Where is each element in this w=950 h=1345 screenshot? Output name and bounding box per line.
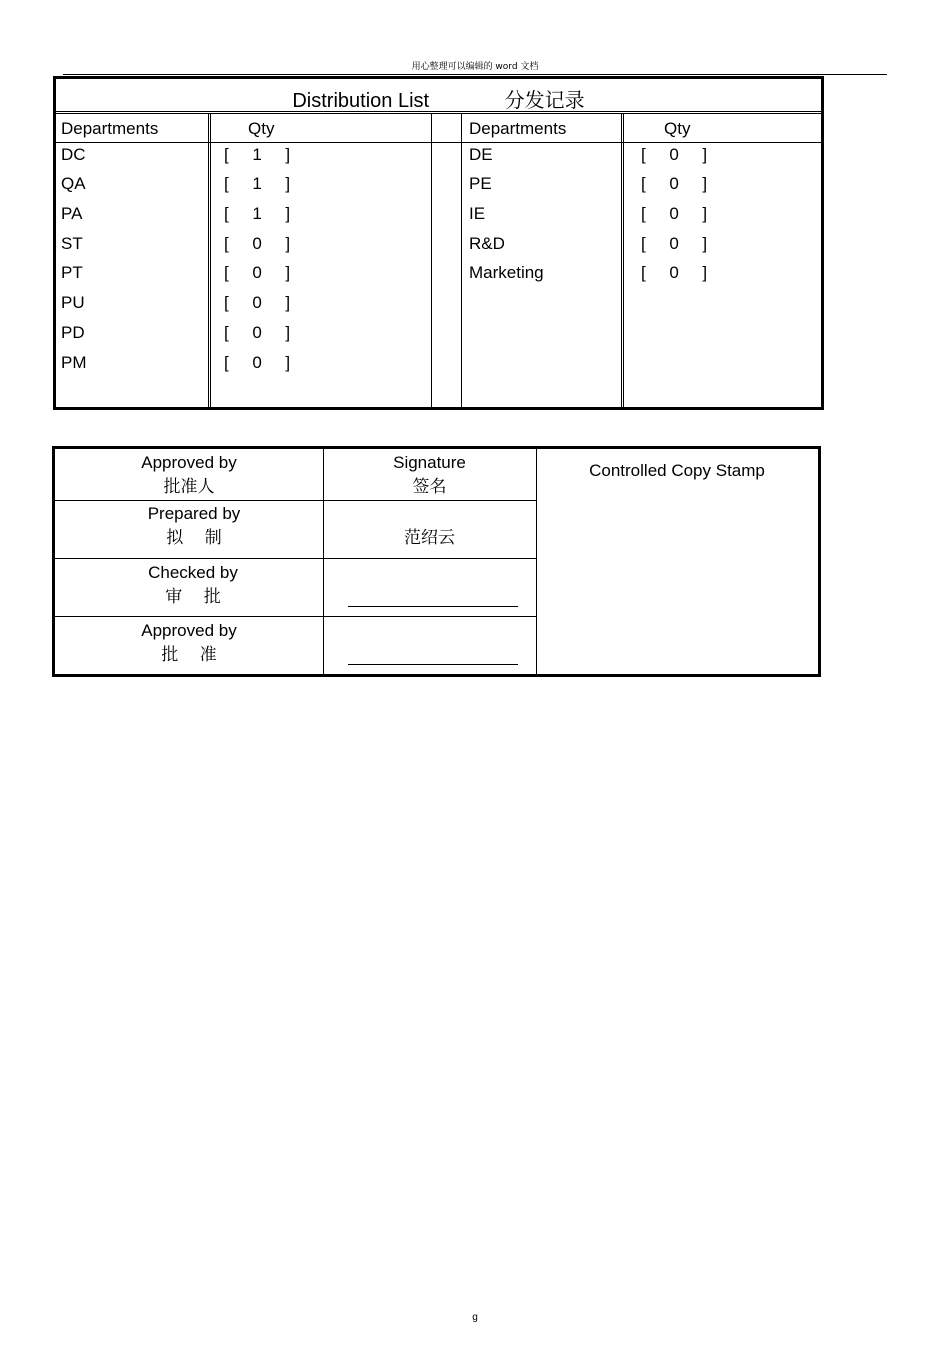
qty-cell: [ 0 ] xyxy=(224,234,291,253)
header-departments-right: Departments xyxy=(469,119,567,138)
col-divider xyxy=(536,449,537,674)
header-departments-left: Departments xyxy=(61,119,159,138)
qty-cell: [ 1 ] xyxy=(224,174,291,193)
col-divider xyxy=(461,114,462,407)
distribution-table xyxy=(53,76,824,410)
approved-by-label: Approved by 批 准 xyxy=(141,621,237,665)
prepared-by-signature: 范绍云 xyxy=(404,528,455,548)
qty-cell: [ 0 ] xyxy=(641,145,708,164)
distribution-title xyxy=(56,84,821,113)
checked-by-label: Checked by 审 批 xyxy=(148,563,238,607)
col-divider xyxy=(621,114,624,407)
qty-cell: [ 0 ] xyxy=(641,263,708,282)
row-divider xyxy=(55,500,536,501)
approved-by-signature-line xyxy=(348,664,518,665)
dept-cell: PA xyxy=(61,204,83,223)
controlled-copy-stamp-label: Controlled Copy Stamp xyxy=(589,461,765,480)
dept-cell: ST xyxy=(61,234,83,253)
title-en: Distribution List xyxy=(292,90,430,112)
approver-header: Approved by 批准人 xyxy=(141,453,237,497)
dept-cell: PT xyxy=(61,263,83,282)
prepared-by-label: Prepared by 拟 制 xyxy=(147,504,241,548)
header-qty-right: Qty xyxy=(664,119,691,138)
header-note: 用心整理可以编辑的 word 文档 xyxy=(411,62,539,72)
header-qty-left: Qty xyxy=(248,119,275,138)
col-divider xyxy=(431,114,432,407)
dept-cell: PD xyxy=(61,323,85,342)
title-cn: 分发记录 xyxy=(504,88,585,112)
dept-cell: PM xyxy=(61,353,87,372)
row-divider xyxy=(55,616,536,617)
approval-table xyxy=(52,446,821,677)
page-number: g xyxy=(472,1312,478,1323)
qty-cell: [ 0 ] xyxy=(224,323,291,342)
dept-cell: DE xyxy=(469,145,493,164)
qty-cell: [ 0 ] xyxy=(224,353,291,372)
qty-cell: [ 1 ] xyxy=(224,204,291,223)
dept-cell: R&D xyxy=(469,234,505,253)
qty-cell: [ 0 ] xyxy=(641,174,708,193)
dept-cell: PU xyxy=(61,293,85,312)
dept-cell: IE xyxy=(469,204,486,223)
qty-cell: [ 0 ] xyxy=(641,234,708,253)
col-divider xyxy=(208,114,211,407)
distribution-title-row xyxy=(56,79,821,114)
dept-cell: Marketing xyxy=(469,263,544,282)
dept-cell: QA xyxy=(61,174,86,193)
dept-cell: PE xyxy=(469,174,492,193)
checked-by-signature-line xyxy=(348,606,518,607)
signature-header: Signature 签名 xyxy=(393,453,466,497)
distribution-header-row xyxy=(56,114,821,143)
dept-cell: DC xyxy=(61,145,86,164)
row-divider xyxy=(55,558,536,559)
header-rule xyxy=(63,74,887,75)
qty-cell: [ 0 ] xyxy=(224,263,291,282)
qty-cell: [ 0 ] xyxy=(641,204,708,223)
qty-cell: [ 1 ] xyxy=(224,145,291,164)
qty-cell: [ 0 ] xyxy=(224,293,291,312)
